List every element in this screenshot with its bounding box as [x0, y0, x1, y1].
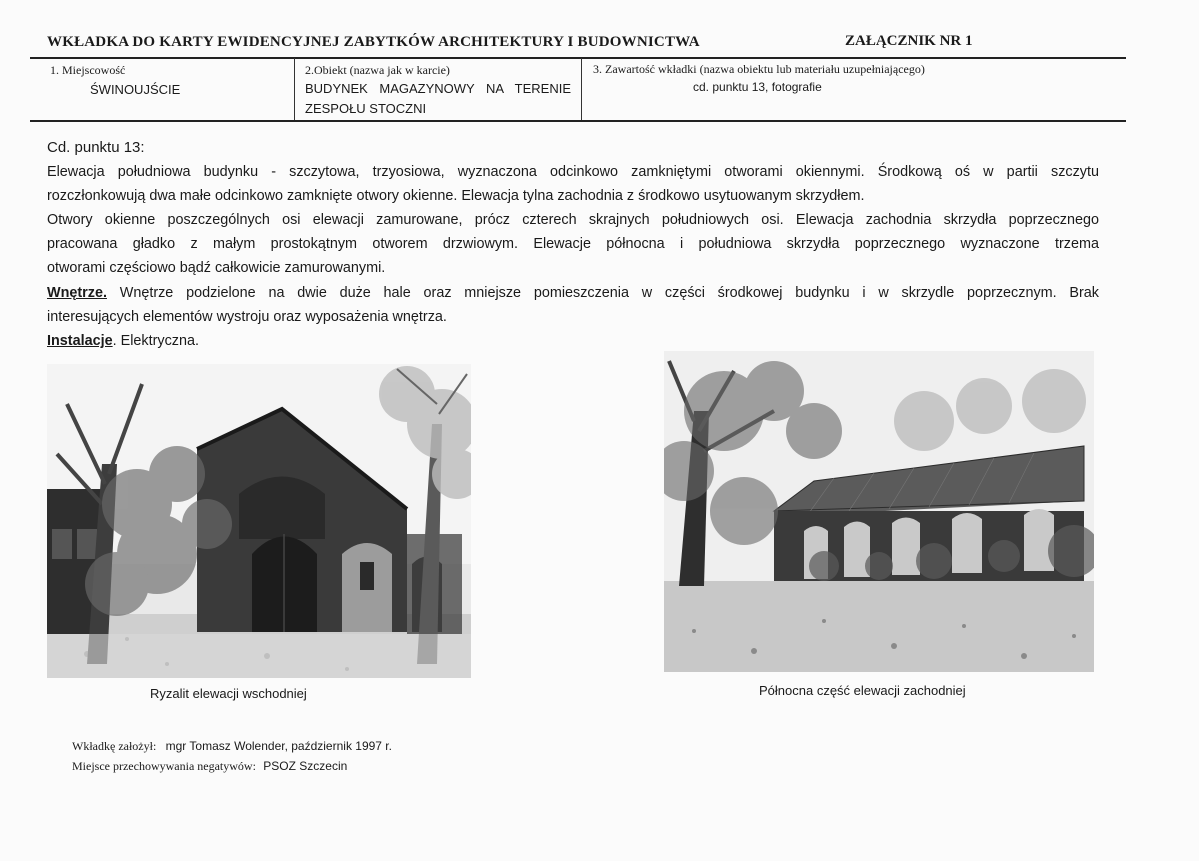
storage-value: PSOZ Szczecin: [263, 759, 348, 773]
content-label: 3. Zawartość wkładki (nazwa obiektu lub materiału uzupełniającego): [593, 62, 925, 76]
installation-label: Instalacje: [47, 332, 113, 349]
header-bottom-rule: [30, 120, 1126, 122]
description-body: [47, 136, 1099, 353]
photo-west-facade: [664, 351, 1094, 672]
storage-label: Miejsce przechowywania negatywów:: [72, 759, 256, 773]
photo-east-facade-image: [47, 364, 471, 678]
interior-text: Wnętrze podzielone na dwie duże hale oraz mniejsze pomieszczenia w części środkowej budynku i w skrzydle poprzecznym. Brak: [106, 284, 1099, 301]
photo-caption: Ryzalit elewacji wschodniej: [150, 686, 307, 701]
location-value: ŚWINOUJŚCIE: [90, 82, 181, 97]
author-line: [72, 739, 392, 754]
paragraph-line: pracowana gładko z małym prostokątnym otworem drzwiowym. Elewacje północna i południowa skrzydła poprzecznego wyznaczone trzema: [47, 236, 1099, 253]
location-label: 1. Miejscowość: [50, 63, 126, 77]
content-value: cd. punktu 13, fotografie: [693, 80, 822, 94]
object-value-line-2: ZESPOŁU STOCZNI: [305, 101, 427, 116]
paragraph-line: otworami częściowo bądź całkowicie zamurowanymi.: [47, 260, 386, 277]
paragraph-line: Elewacja południowa budynku - szczytowa, trzyosiowa, wyznaczona odcinkowo zamkniętymi otworami okiennymi. Środkową oś w partii szczytu: [47, 164, 1099, 181]
section-heading: Cd. punktu 13:: [47, 139, 145, 156]
installation-text: . Elektryczna.: [112, 332, 199, 349]
photo-west-facade-image: [664, 351, 1094, 672]
author-label: Wkładkę założył:: [72, 739, 157, 753]
object-label: 2.Obiekt (nazwa jak w karcie): [305, 63, 450, 77]
interior-label: Wnętrze.: [47, 284, 107, 301]
field-divider: [581, 58, 582, 122]
document-title: WKŁADKA DO KARTY EWIDENCYJNEJ ZABYTKÓW ARCHITEKTURY I BUDOWNICTWA: [47, 34, 700, 50]
photo-caption: Północna część elewacji zachodniej: [759, 683, 966, 698]
storage-line: [72, 759, 347, 774]
object-value-line-1: BUDYNEK MAGAZYNOWY NA TERENIE: [305, 81, 571, 96]
paragraph-line: interesujących elementów wystroju oraz wyposażenia wnętrza.: [47, 308, 447, 325]
installation-paragraph: [47, 329, 1099, 353]
author-value: mgr Tomasz Wolender, październik 1997 r.: [165, 739, 392, 753]
interior-paragraph: [47, 281, 1099, 305]
photo-east-facade: [47, 364, 471, 678]
header-top-rule: [30, 57, 1126, 59]
field-divider: [294, 58, 295, 122]
paragraph-line: rozczłonkowują dwa małe odcinkowo zamknięte otwory okienne. Elewacja tylna zachodnia z środkowo usytuowanym skrzydłem.: [47, 188, 865, 205]
annex-number: ZAŁĄCZNIK NR 1: [845, 33, 973, 49]
paragraph-line: Otwory okienne poszczególnych osi elewacji zamurowane, prócz czterech skrajnych południowych osi. Elewacja zachodnia skrzydła poprzecznego: [47, 212, 1099, 229]
